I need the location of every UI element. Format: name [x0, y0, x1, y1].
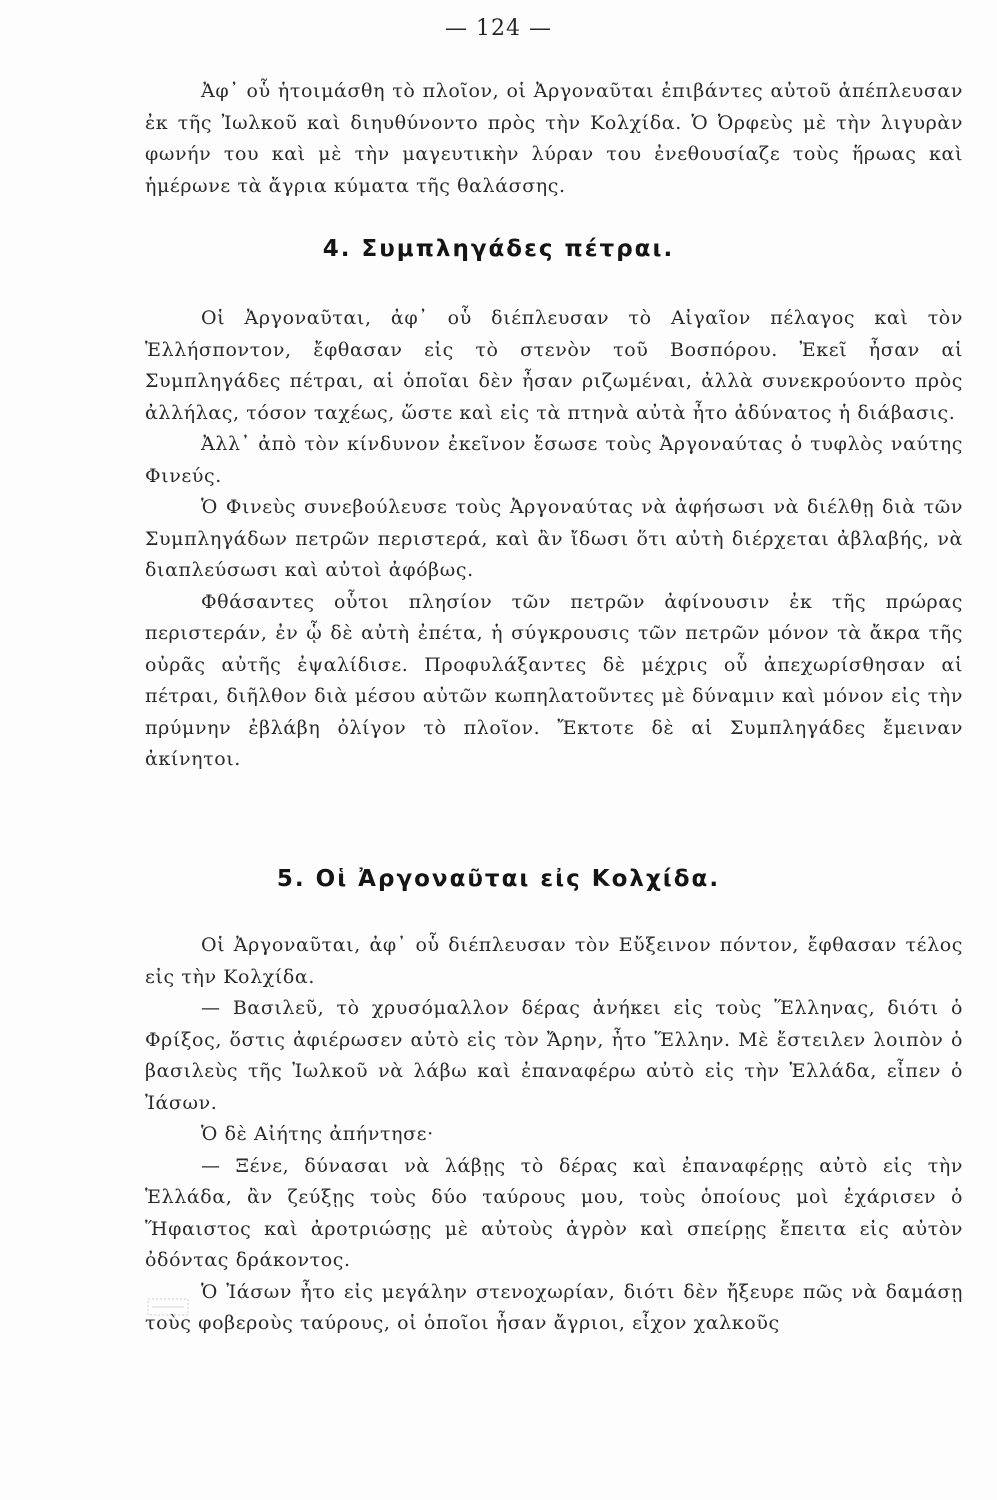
section-5-paragraph: Οἱ Ἀργοναῦται, ἀφ᾽ οὗ διέπλευσαν τὸν Εὔξεινον πόντον, ἔφθασαν τέλος εἰς τὴν Κολχίδα.: [145, 934, 963, 988]
section-5-text: [145, 930, 963, 1340]
intro-paragraph: Ἀφ᾽ οὗ ἡτοιμάσθη τὸ πλοῖον, οἱ Ἀργοναῦται ἐπιβάντες αὐτοῦ ἀπέπλευσαν ἐκ τῆς Ἰωλκοῦ καὶ διηυθύνοντο πρὸς τὴν Κολχίδα. Ὁ Ὀρφεὺς μὲ τὴν λιγυρὰν φωνήν του καὶ μὲ τὴν μαγευτικὴν λύραν του ἐνεθουσίαζε τοὺς ἥρωας καὶ ἡμέρωνε τὰ ἄγρια κύματα τῆς θαλάσσης.: [145, 80, 963, 197]
section-5-paragraph: Ὁ Ἰάσων ἦτο εἰς μεγάλην στενοχωρίαν, διότι δὲν ἤξευρε πῶς νὰ δαμάσῃ τοὺς φοβεροὺς ταύρους, οἱ ὁποῖοι ἦσαν ἄγριοι, εἶχον χαλκοῦς: [145, 1280, 963, 1334]
section-4-heading: 4. Συμπληγάδες πέτραι.: [322, 236, 675, 262]
intro-text: [145, 76, 963, 202]
section-5-paragraph: Ὁ δὲ Αἰήτης ἀπήντησε·: [201, 1123, 434, 1145]
section-4-paragraph: Ὁ Φινεὺς συνεβούλευσε τοὺς Ἀργοναύτας νὰ ἀφήσωσι νὰ διέλθῃ διὰ τῶν Συμπληγάδων πετρῶν περιστερά, καὶ ἂν ἴδωσι ὅτι αὐτὴ διέρχεται ἀβλαβής, νὰ διαπλεύσωσι καὶ αὐτοὶ ἀφόβως.: [145, 496, 963, 581]
section-5-heading: 5. Οἱ Ἀργοναῦται εἰς Κολχίδα.: [276, 866, 721, 892]
section-5-paragraph: — Ξένε, δύνασαι νὰ λάβῃς τὸ δέρας καὶ ἐπαναφέρῃς αὐτὸ εἰς τὴν Ἑλλάδα, ἂν ζεύξῃς τοὺς δύο ταύρους μου, τοὺς ὁποίους μοὶ ἐχάρισεν ὁ Ἥφαιστος καὶ ἀροτριώσῃς μὲ αὐτοὺς ἀγρὸν καὶ σπείρῃς ἔπειτα εἰς αὐτὸν ὀδόντας δράκοντος.: [145, 1154, 963, 1271]
section-4-paragraph: Φθάσαντες οὗτοι πλησίον τῶν πετρῶν ἀφίνουσιν ἐκ τῆς πρώρας περιστεράν, ἐν ᾧ δὲ αὐτὴ ἐπέτα, ἡ σύγκρουσις τῶν πετρῶν μόνον τὰ ἄκρα τῆς οὐρᾶς αὐτῆς ἐψαλίδισε. Προφυλάξαντες δὲ μέχρις οὗ ἀπεχωρίσθησαν αἱ πέτραι, διῆλθον διὰ μέσου αὐτῶν κωπηλατοῦντες μὲ δύναμιν καὶ μόνον εἰς τὴν πρύμνην ἐβλάβη ὀλίγον τὸ πλοῖον. Ἔκτοτε δὲ αἱ Συμπληγάδες ἔμειναν ἀκίνητοι.: [145, 590, 963, 770]
section-4-paragraph: Οἱ Ἀργοναῦται, ἀφ᾽ οὗ διέπλευσαν τὸ Αἰγαῖον πέλαγος καὶ τὸν Ἑλλήσποντον, ἔφθασαν εἰς τὸ στενὸν τοῦ Βοσπόρου. Ἐκεῖ ἦσαν αἱ Συμπληγάδες πέτραι, αἱ ὁποῖαι δὲν ἦσαν ριζωμέναι, ἀλλὰ συνεκρούοντο πρὸς ἀλλήλας, τόσον ταχέως, ὥστε καὶ εἰς τὰ πτηνὰ αὐτὰ ἦτο ἀδύνατος ἡ διάβασις.: [145, 307, 963, 424]
page-number: — 124 —: [445, 16, 552, 41]
section-4-paragraph: Ἀλλ᾽ ἀπὸ τὸν κίνδυνον ἐκεῖνον ἔσωσε τοὺς Ἀργοναύτας ὁ τυφλὸς ναύτης Φινεύς.: [145, 433, 963, 487]
faint-stamp-icon: [146, 1296, 190, 1318]
section-4-text: [145, 303, 963, 776]
section-5-paragraph: — Βασιλεῦ, τὸ χρυσόμαλλον δέρας ἀνήκει εἰς τοὺς Ἕλληνας, διότι ὁ Φρίξος, ὅστις ἀφιέρωσεν αὐτὸ εἰς τὸν Ἄρην, ἦτο Ἕλλην. Μὲ ἔστειλεν λοιπὸν ὁ βασιλεὺς τῆς Ἰωλκοῦ νὰ λάβω καὶ ἐπαναφέρω αὐτὸ εἰς τὴν Ἑλλάδα, εἶπεν ὁ Ἰάσων.: [145, 997, 963, 1114]
